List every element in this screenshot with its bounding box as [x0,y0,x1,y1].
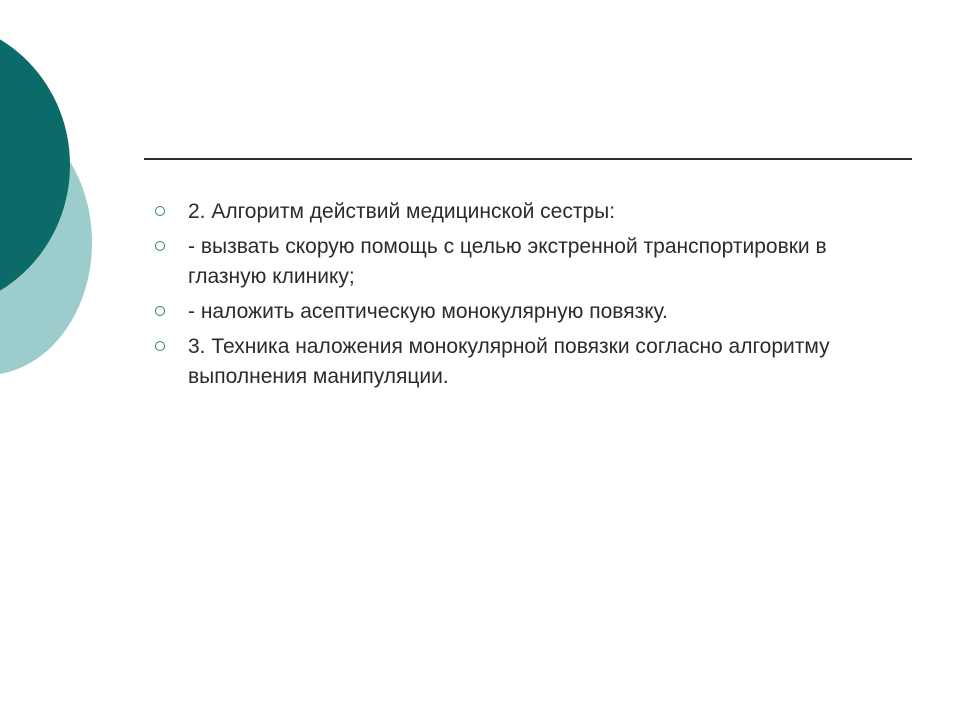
bullet-circle-icon [155,341,165,351]
bullet-list [155,197,905,397]
bullet-text: 3. Техника наложения монокулярной повязки согласно алгоритму выполнения манипуляции. [188,335,830,388]
bullet-text: - вызвать скорую помощь с целью экстренной транспортировки в глазную клинику; [188,235,827,288]
bullet-circle-icon [155,241,165,251]
bullet-item [155,232,905,292]
bullet-item [155,197,905,227]
bullet-circle-icon [155,306,165,316]
bullet-text: - наложить асептическую монокулярную повязку. [188,300,668,323]
bullet-text: 2. Алгоритм действий медицинской сестры: [188,200,616,223]
title-divider-line [144,158,912,160]
bullet-item [155,332,905,392]
bullet-item [155,297,905,327]
bullet-circle-icon [155,206,165,216]
